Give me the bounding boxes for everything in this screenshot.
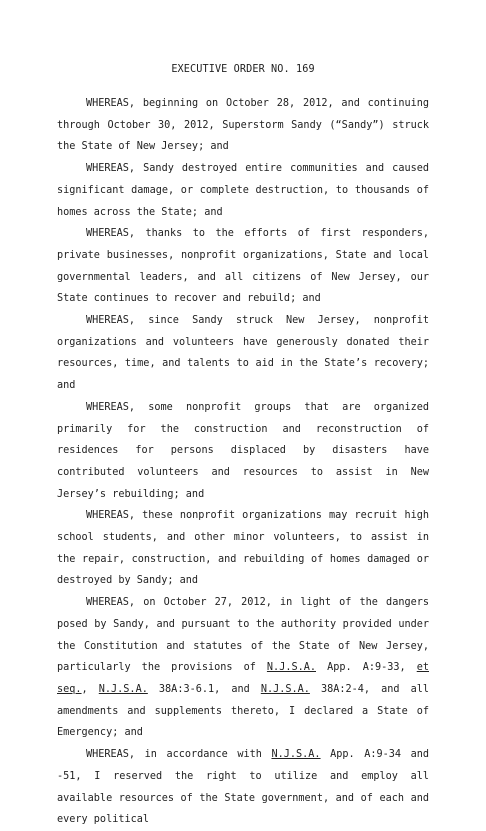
statute-citation: N.J.S.A. — [260, 683, 310, 695]
paragraph-7 — [57, 592, 429, 744]
paragraph-8-text: WHEREAS, in accordance with — [86, 749, 272, 761]
paragraph-7-text: 38A:2-4, and all amendments and supplements thereto, I declared a State of Emergency; and — [57, 683, 429, 739]
paragraph-7-text: , — [81, 683, 99, 695]
paragraph-2: WHEREAS, Sandy destroyed entire communities and caused significant damage, or complete destruction, to thousands of homes across the State; and — [57, 163, 429, 218]
statute-citation: N.J.S.A. — [271, 749, 321, 761]
statute-citation: N.J.S.A. — [98, 683, 148, 695]
document-title: EXECUTIVE ORDER NO. 169 — [171, 64, 315, 75]
paragraph-7-text: 38A:3-6.1, and — [147, 683, 261, 695]
paragraph-8 — [57, 744, 429, 831]
paragraph-8-text: App. A:9-34 and -51, I reserved the right to utilize and employ all available resources of the State government, and of each and every political — [57, 749, 429, 826]
paragraph-1: WHEREAS, beginning on October 28, 2012, and continuing through October 30, 2012, Superstorm Sandy (“Sandy”) struck the State of New Jersey; and — [57, 98, 429, 153]
document-body — [57, 93, 429, 831]
paragraph-7-text: WHEREAS, on October 27, 2012, in light of the dangers posed by Sandy, and pursuant to the authority provided under the Constitution and statutes of the State of New Jersey, particularly the provisions of — [57, 597, 429, 674]
et-seq-citation: et seq. — [57, 662, 429, 695]
statute-citation: N.J.S.A. — [266, 662, 316, 674]
paragraph-7-text: App. A:9-33, — [316, 662, 417, 674]
paragraph-6: WHEREAS, these nonprofit organizations may recruit high school students, and other minor volunteers, to assist in the repair, construction, and rebuilding of homes damaged or destroyed by Sandy; and — [57, 510, 429, 587]
paragraph-3: WHEREAS, thanks to the efforts of first responders, private businesses, nonprofit organizations, State and local governmental leaders, and all citizens of New Jersey, our State continues to recover and rebuild; and — [57, 228, 429, 305]
paragraph-4: WHEREAS, since Sandy struck New Jersey, nonprofit organizations and volunteers have generously donated their resources, time, and talents to aid in the State’s recovery; and — [57, 315, 429, 392]
paragraph-5: WHEREAS, some nonprofit groups that are organized primarily for the construction and reconstruction of residences for persons displaced by disasters have contributed volunteers and resources to assist in New Jersey’s rebuilding; and — [57, 401, 429, 500]
